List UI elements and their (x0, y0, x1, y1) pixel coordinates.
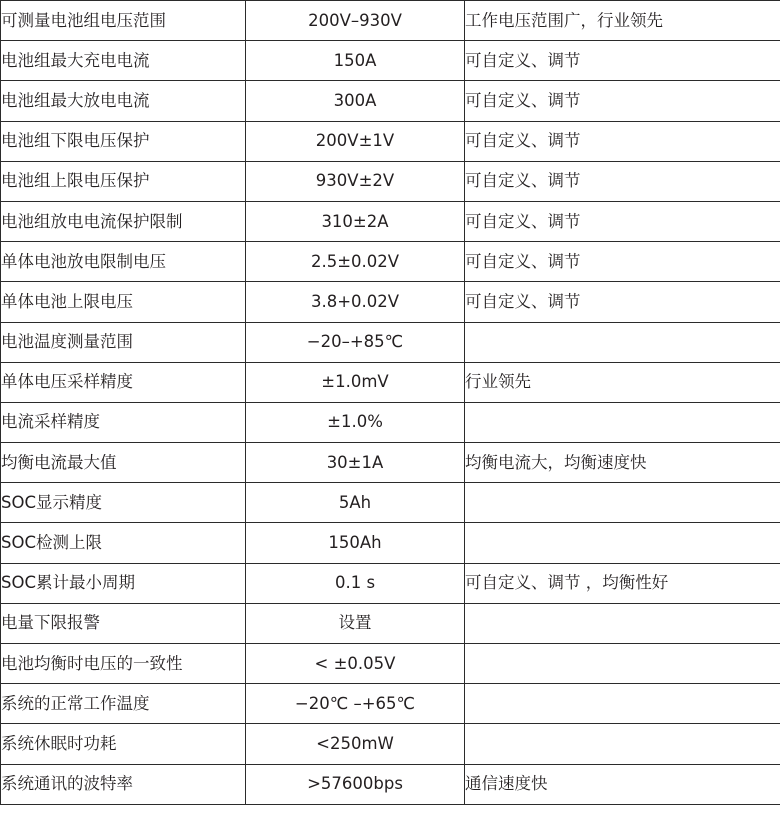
param-name: 电量下限报警 (1, 603, 246, 643)
param-note: 可自定义、调节 ，均衡性好 (465, 563, 780, 603)
param-note: 可自定义、调节 (465, 121, 780, 161)
table-row (1, 161, 780, 201)
table-row (1, 201, 780, 241)
param-value: −20–+85℃ (246, 322, 465, 362)
param-name: 电池组下限电压保护 (1, 121, 246, 161)
param-name: 电池组最大充电电流 (1, 41, 246, 81)
param-note (465, 684, 780, 724)
param-value: ±1.0mV (246, 362, 465, 402)
param-name: 电池温度测量范围 (1, 322, 246, 362)
param-note: 工作电压范围广，行业领先 (465, 1, 780, 41)
param-name: 系统通讯的波特率 (1, 764, 246, 804)
table-row (1, 764, 780, 804)
param-name: SOC累计最小周期 (1, 563, 246, 603)
param-value: 5Ah (246, 483, 465, 523)
param-note: 通信速度快 (465, 764, 780, 804)
param-note (465, 644, 780, 684)
param-name: 电流采样精度 (1, 402, 246, 442)
table-row (1, 483, 780, 523)
param-name: 电池组最大放电电流 (1, 81, 246, 121)
param-note (465, 402, 780, 442)
table-row (1, 282, 780, 322)
table-row (1, 523, 780, 563)
table-row (1, 402, 780, 442)
table-row (1, 603, 780, 643)
param-name: 单体电池放电限制电压 (1, 242, 246, 282)
param-note (465, 322, 780, 362)
param-note (465, 724, 780, 764)
param-name: 电池组放电电流保护限制 (1, 201, 246, 241)
param-name: 电池均衡时电压的一致性 (1, 644, 246, 684)
param-value: 300A (246, 81, 465, 121)
param-note: 可自定义、调节 (465, 201, 780, 241)
table-row (1, 121, 780, 161)
table-row (1, 81, 780, 121)
param-name: 电池组上限电压保护 (1, 161, 246, 201)
param-note: 行业领先 (465, 362, 780, 402)
param-value: 930V±2V (246, 161, 465, 201)
table-row (1, 41, 780, 81)
table-row (1, 443, 780, 483)
param-name: SOC显示精度 (1, 483, 246, 523)
param-value: −20℃ –+65℃ (246, 684, 465, 724)
param-note: 可自定义、调节 (465, 41, 780, 81)
param-value: 3.8+0.02V (246, 282, 465, 322)
param-value: >57600bps (246, 764, 465, 804)
param-value: 200V–930V (246, 1, 465, 41)
param-value: ±1.0% (246, 402, 465, 442)
param-note: 可自定义、调节 (465, 161, 780, 201)
param-value: 0.1 s (246, 563, 465, 603)
table-row (1, 724, 780, 764)
param-note: 可自定义、调节 (465, 242, 780, 282)
param-value: 200V±1V (246, 121, 465, 161)
param-value: 310±2A (246, 201, 465, 241)
param-name: 可测量电池组电压范围 (1, 1, 246, 41)
param-name: 单体电压采样精度 (1, 362, 246, 402)
param-value: 150Ah (246, 523, 465, 563)
table-row (1, 362, 780, 402)
table-row (1, 242, 780, 282)
param-value: <250mW (246, 724, 465, 764)
param-value: 设置 (246, 603, 465, 643)
param-name: 系统的正常工作温度 (1, 684, 246, 724)
param-name: 系统休眠时功耗 (1, 724, 246, 764)
param-note (465, 603, 780, 643)
param-note (465, 523, 780, 563)
param-note (465, 483, 780, 523)
param-name: SOC检测上限 (1, 523, 246, 563)
param-name: 均衡电流最大值 (1, 443, 246, 483)
param-value: < ±0.05V (246, 644, 465, 684)
param-value: 2.5±0.02V (246, 242, 465, 282)
table-row (1, 1, 780, 41)
param-note: 可自定义、调节 (465, 81, 780, 121)
table-row (1, 684, 780, 724)
param-note: 可自定义、调节 (465, 282, 780, 322)
param-value: 150A (246, 41, 465, 81)
param-value: 30±1A (246, 443, 465, 483)
param-note: 均衡电流大，均衡速度快 (465, 443, 780, 483)
table-row (1, 322, 780, 362)
param-name: 单体电池上限电压 (1, 282, 246, 322)
table-row (1, 563, 780, 603)
table-row (1, 644, 780, 684)
